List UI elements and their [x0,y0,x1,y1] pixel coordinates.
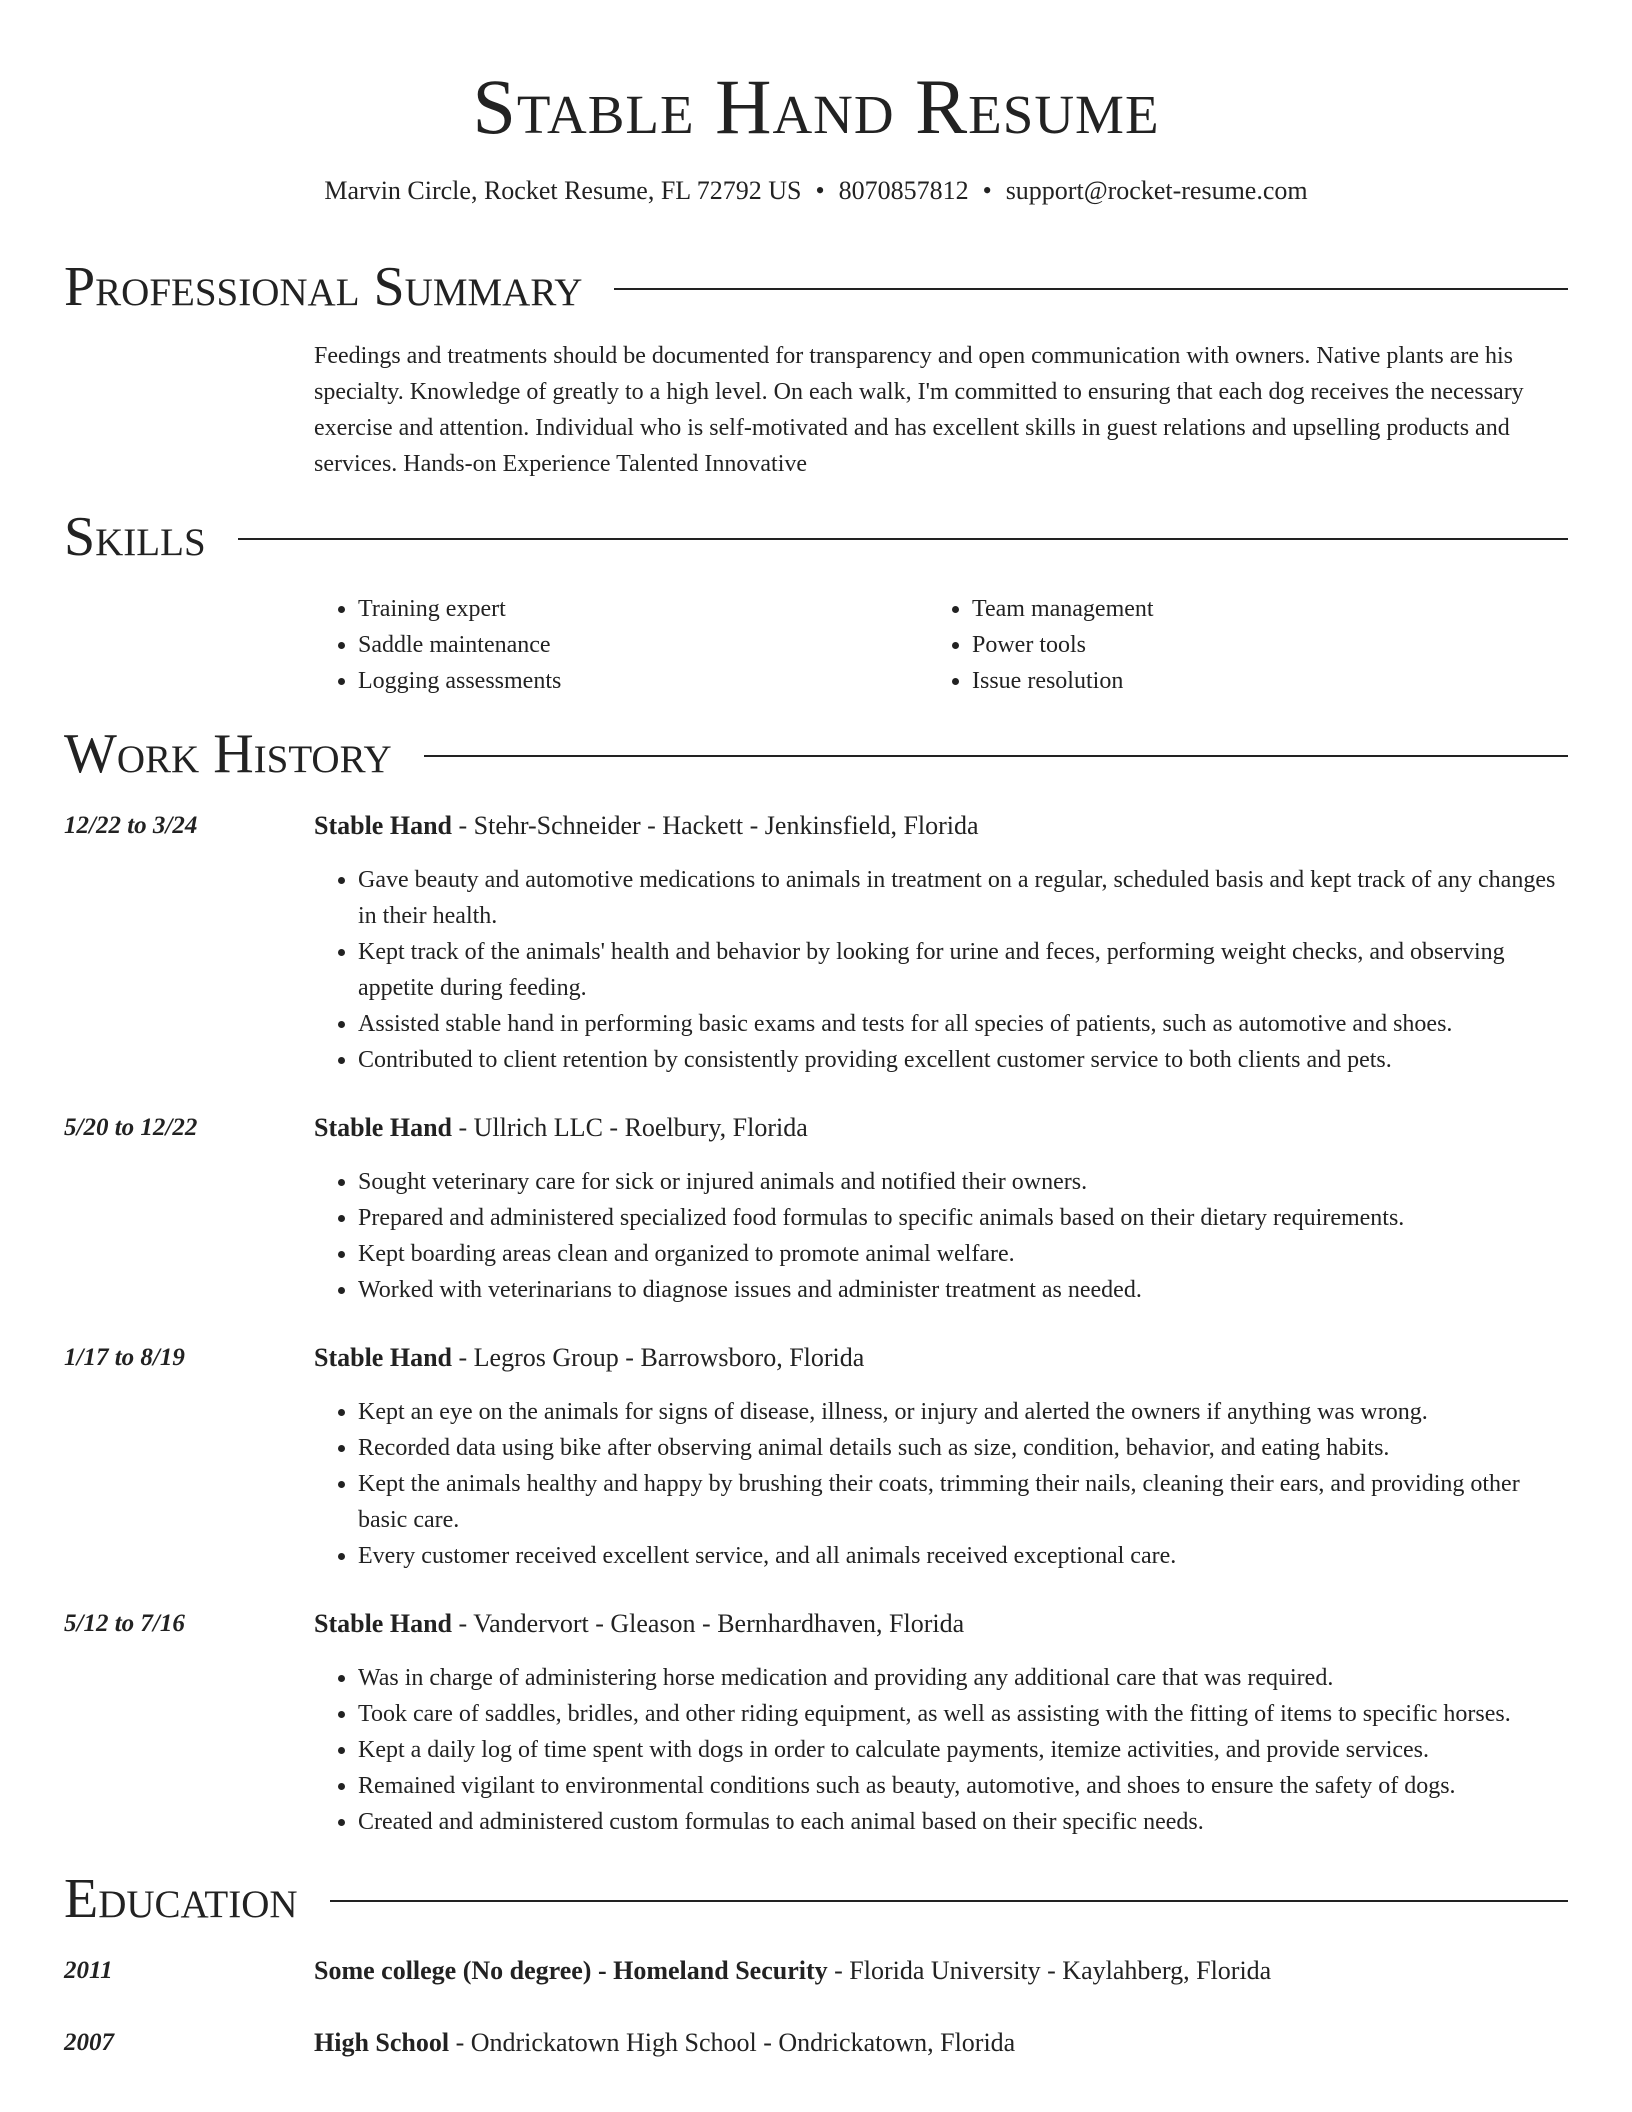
job-title: Stable Hand [314,1343,452,1372]
list-item: • Prepared and administered specialized food formulas to specific animals based on their dietary requirements. [358,1200,1568,1236]
skill-item: • Power tools [972,627,1154,663]
education-entry [314,1953,1271,1989]
list-item: • Kept a daily log of time spent with dogs in order to calculate payments, itemize activities, and provide services. [358,1732,1568,1768]
contact-separator: • [982,176,992,205]
list-item: • Created and administered custom formulas to each animal based on their specific needs. [358,1804,1568,1840]
list-item: • Sought veterinary care for sick or injured animals and notified their owners. [358,1164,1568,1200]
education-degree: Some college (No degree) - Homeland Security [314,1956,828,1985]
job-employer: - Ullrich LLC - Roelbury, Florida [452,1113,808,1142]
list-item: • Took care of saddles, bridles, and other riding equipment, as well as assisting with the fitting of items to specific horses. [358,1696,1568,1732]
list-item: • Kept an eye on the animals for signs of disease, illness, or injury and alerted the owners if anything was wrong. [358,1394,1568,1430]
contact-email: support@rocket-resume.com [1005,176,1308,205]
list-item: • Kept the animals healthy and happy by brushing their coats, trimming their nails, cleaning their ears, and providing other basic care. [358,1466,1568,1538]
section-divider [424,755,1568,757]
contact-phone: 8070857812 [838,176,969,205]
education-degree: High School [314,2028,450,2057]
education-school: - Ondrickatown High School - Ondrickatown, Florida [449,2028,1016,2057]
contact-separator: • [815,176,825,205]
education-heading: Education [64,1868,298,1930]
section-divider [330,1900,1568,1902]
job-employer: - Legros Group - Barrowsboro, Florida [452,1343,865,1372]
skills-section-header [64,502,1568,572]
job-heading [314,808,979,844]
summary-heading: Professional Summary [64,256,583,318]
list-item: • Kept boarding areas clean and organized to promote animal welfare. [358,1236,1568,1272]
work-section-header [64,719,1568,789]
job-bullets [314,1660,1568,1840]
section-divider [614,288,1568,290]
list-item: • Gave beauty and automotive medications to animals in treatment on a regular, scheduled basis and kept track of any changes in their health. [358,862,1568,934]
job-employer: - Vandervort - Gleason - Bernhardhaven, Florida [452,1609,965,1638]
list-item: • Remained vigilant to environmental conditions such as beauty, automotive, and shoes to ensure the safety of dogs. [358,1768,1568,1804]
job-heading [314,1110,808,1146]
job-employer: - Stehr-Schneider - Hackett - Jenkinsfield, Florida [452,811,979,840]
summary-text: Feedings and treatments should be documented for transparency and open communication with owners. Native plants are his specialty. Knowledge of greatly to a high level. On each walk, I'm committed to ensuring that each dog receives the necessary exercise and attention. Individual who is self-motivated and has excellent skills in guest relations and upselling products and services. Hands-on Experience Talented Innovative [314,343,1524,477]
skill-item: • Issue resolution [972,663,1154,699]
work-heading: Work History [64,723,392,785]
skills-column-left [314,591,561,699]
skill-item: • Logging assessments [358,663,561,699]
resume-title: Stable Hand Resume [472,63,1160,150]
contact-address: Marvin Circle, Rocket Resume, FL 72792 US [324,176,802,205]
summary-section-header [64,252,1568,322]
list-item: • Worked with veterinarians to diagnose issues and administer treatment as needed. [358,1272,1568,1308]
list-item: • Kept track of the animals' health and behavior by looking for urine and feces, performing weight checks, and observing appetite during feeding. [358,934,1568,1006]
job-dates: 5/20 to 12/22 [64,1114,198,1141]
skills-heading: Skills [64,506,206,568]
education-school: - Florida University - Kaylahberg, Florida [827,1956,1272,1985]
skill-item: • Saddle maintenance [358,627,561,663]
list-item: • Recorded data using bike after observing animal details such as size, condition, behavior, and eating habits. [358,1430,1568,1466]
job-dates: 5/12 to 7/16 [64,1610,185,1637]
job-title: Stable Hand [314,1609,452,1638]
list-item: • Assisted stable hand in performing basic exams and tests for all species of patients, such as automotive and shoes. [358,1006,1568,1042]
job-dates: 12/22 to 3/24 [64,812,198,839]
education-entry [314,2025,1015,2061]
contact-line [0,173,1632,209]
job-heading [314,1606,964,1642]
job-dates: 1/17 to 8/19 [64,1344,185,1371]
skills-column-right [928,591,1154,699]
job-title: Stable Hand [314,811,452,840]
job-bullets [314,1164,1568,1308]
education-section-header [64,1864,1568,1934]
list-item: • Contributed to client retention by consistently providing excellent customer service to both clients and pets. [358,1042,1568,1078]
list-item: • Every customer received excellent service, and all animals received exceptional care. [358,1538,1568,1574]
job-bullets [314,862,1568,1078]
job-heading [314,1340,864,1376]
job-bullets [314,1394,1568,1574]
section-divider [238,538,1568,540]
job-title: Stable Hand [314,1113,452,1142]
skill-item: • Training expert [358,591,561,627]
education-year: 2007 [64,2029,114,2056]
list-item: • Was in charge of administering horse medication and providing any additional care that was required. [358,1660,1568,1696]
skill-item: • Team management [972,591,1154,627]
education-year: 2011 [64,1957,113,1984]
